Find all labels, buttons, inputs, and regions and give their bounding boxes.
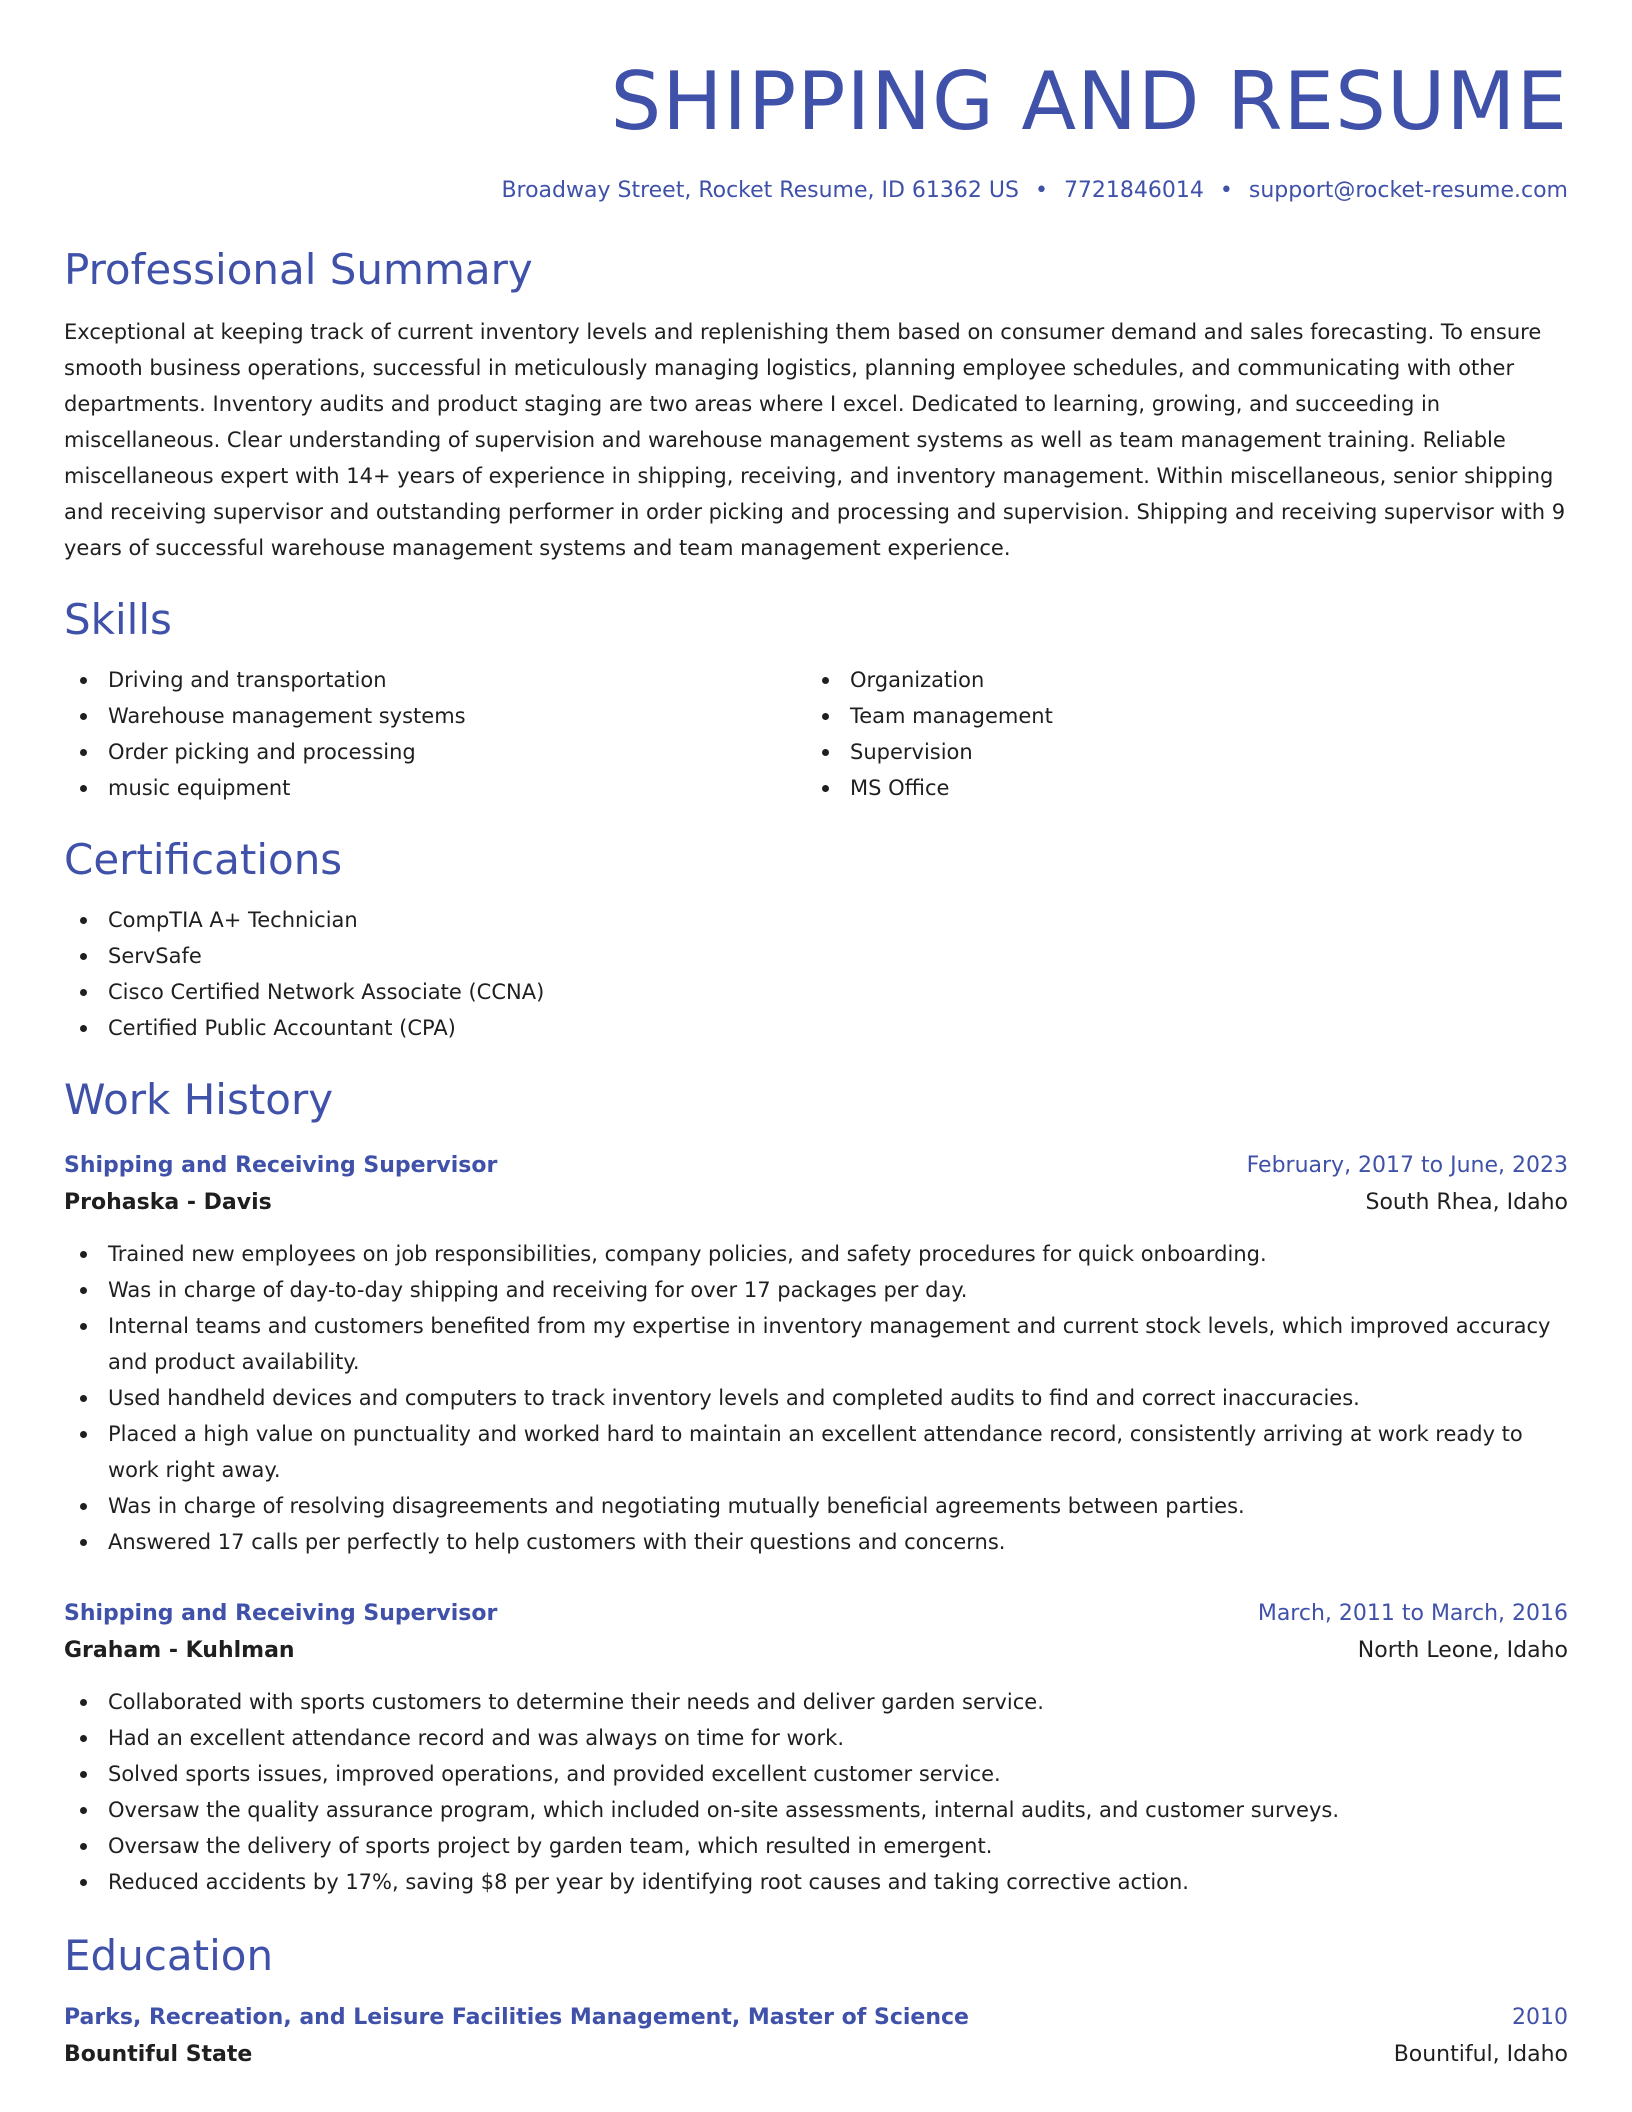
certification-item: ServSafe bbox=[64, 938, 1568, 974]
certification-item: Cisco Certified Network Associate (CCNA) bbox=[64, 974, 1568, 1010]
contact-address: Broadway Street, Rocket Resume, ID 61362 US bbox=[501, 178, 1019, 203]
job-company: Graham - Kuhlman bbox=[64, 1638, 295, 1663]
contact-line bbox=[64, 176, 1568, 206]
education-location: Bountiful, Idaho bbox=[1393, 2042, 1568, 2067]
job-bullet: Placed a high value on punctuality and worked hard to maintain an excellent attendance record, consistently arriving at work ready to work right away. bbox=[64, 1416, 1568, 1488]
job-dates: February, 2017 to June, 2023 bbox=[1246, 1153, 1568, 1178]
job-entry bbox=[64, 1596, 1568, 1900]
job-entry bbox=[64, 1148, 1568, 1560]
education-heading: Education bbox=[64, 1931, 274, 1980]
education-entry bbox=[64, 2000, 1568, 2074]
job-bullet: Reduced accidents by 17%, saving $8 per year by identifying root causes and taking corrective action. bbox=[64, 1864, 1568, 1900]
job-bullet: Solved sports issues, improved operations, and provided excellent customer service. bbox=[64, 1756, 1568, 1792]
job-title: Shipping and Receiving Supervisor bbox=[64, 1153, 498, 1178]
skill-item: Team management bbox=[806, 698, 1548, 734]
skill-item: Supervision bbox=[806, 734, 1548, 770]
certification-item: Certified Public Accountant (CPA) bbox=[64, 1010, 1568, 1046]
job-bullets bbox=[64, 1236, 1568, 1560]
job-location: North Leone, Idaho bbox=[1357, 1638, 1568, 1663]
summary-heading: Professional Summary bbox=[64, 245, 533, 294]
skills-column-right bbox=[806, 662, 1548, 806]
skills-column-left bbox=[64, 662, 806, 806]
job-dates: March, 2011 to March, 2016 bbox=[1257, 1601, 1568, 1626]
certifications-heading: Certifications bbox=[64, 835, 343, 884]
contact-phone: 7721846014 bbox=[1063, 178, 1204, 203]
skill-item: Driving and transportation bbox=[64, 662, 806, 698]
certification-item: CompTIA A+ Technician bbox=[64, 902, 1568, 938]
job-title: Shipping and Receiving Supervisor bbox=[64, 1601, 498, 1626]
job-bullet: Oversaw the delivery of sports project by garden team, which resulted in emergent. bbox=[64, 1828, 1568, 1864]
job-bullet: Was in charge of resolving disagreements and negotiating mutually beneficial agreements between parties. bbox=[64, 1488, 1568, 1524]
skill-item: music equipment bbox=[64, 770, 806, 806]
job-bullet: Collaborated with sports customers to determine their needs and deliver garden service. bbox=[64, 1684, 1568, 1720]
summary-text: Exceptional at keeping track of current inventory levels and replenishing them based on consumer demand and sales forecasting. To ensure smooth business operations, successful in meticulously managing logistics, planning employee schedules, and communicating with other departments. Inventory audits and product staging are two areas where I excel. Dedicated to learning, growing, and succeeding in miscellaneous. Clear understanding of supervision and warehouse management systems as well as team management training. Reliable miscellaneous expert with 14+ years of experience in shipping, receiving, and inventory management. Within miscellaneous, senior shipping and receiving supervisor and outstanding performer in order picking and processing and supervision. Shipping and receiving supervisor with 9 years of successful warehouse management systems and team management experience. bbox=[64, 320, 1566, 560]
job-company: Prohaska - Davis bbox=[64, 1190, 272, 1215]
skill-item: Warehouse management systems bbox=[64, 698, 806, 734]
job-location: South Rhea, Idaho bbox=[1365, 1190, 1568, 1215]
job-bullet: Trained new employees on job responsibilities, company policies, and safety procedures for quick onboarding. bbox=[64, 1236, 1568, 1272]
job-bullet: Oversaw the quality assurance program, which included on-site assessments, internal audits, and customer surveys. bbox=[64, 1792, 1568, 1828]
job-bullets bbox=[64, 1684, 1568, 1900]
skills-heading: Skills bbox=[64, 595, 172, 644]
candidate-name: SHIPPING AND RESUME bbox=[610, 55, 1568, 148]
job-bullet: Answered 17 calls per perfectly to help customers with their questions and concerns. bbox=[64, 1524, 1568, 1560]
job-bullet: Had an excellent attendance record and was always on time for work. bbox=[64, 1720, 1568, 1756]
education-school: Bountiful State bbox=[64, 2042, 253, 2067]
job-bullet: Internal teams and customers benefited from my expertise in inventory management and current stock levels, which improved accuracy and product availability. bbox=[64, 1308, 1568, 1380]
certifications-list bbox=[64, 902, 1568, 1046]
job-bullet: Used handheld devices and computers to track inventory levels and completed audits to find and correct inaccuracies. bbox=[64, 1380, 1568, 1416]
education-degree: Parks, Recreation, and Leisure Facilities Management, Master of Science bbox=[64, 2005, 969, 2030]
skill-item: Organization bbox=[806, 662, 1548, 698]
skill-item: MS Office bbox=[806, 770, 1548, 806]
skills-list bbox=[64, 662, 1568, 806]
contact-email: support@rocket-resume.com bbox=[1248, 178, 1568, 203]
work-history-heading: Work History bbox=[64, 1075, 334, 1124]
contact-separator: • bbox=[1034, 178, 1048, 203]
contact-separator: • bbox=[1219, 178, 1233, 203]
skill-item: Order picking and processing bbox=[64, 734, 806, 770]
education-year: 2010 bbox=[1512, 2005, 1568, 2030]
job-bullet: Was in charge of day-to-day shipping and receiving for over 17 packages per day. bbox=[64, 1272, 1568, 1308]
